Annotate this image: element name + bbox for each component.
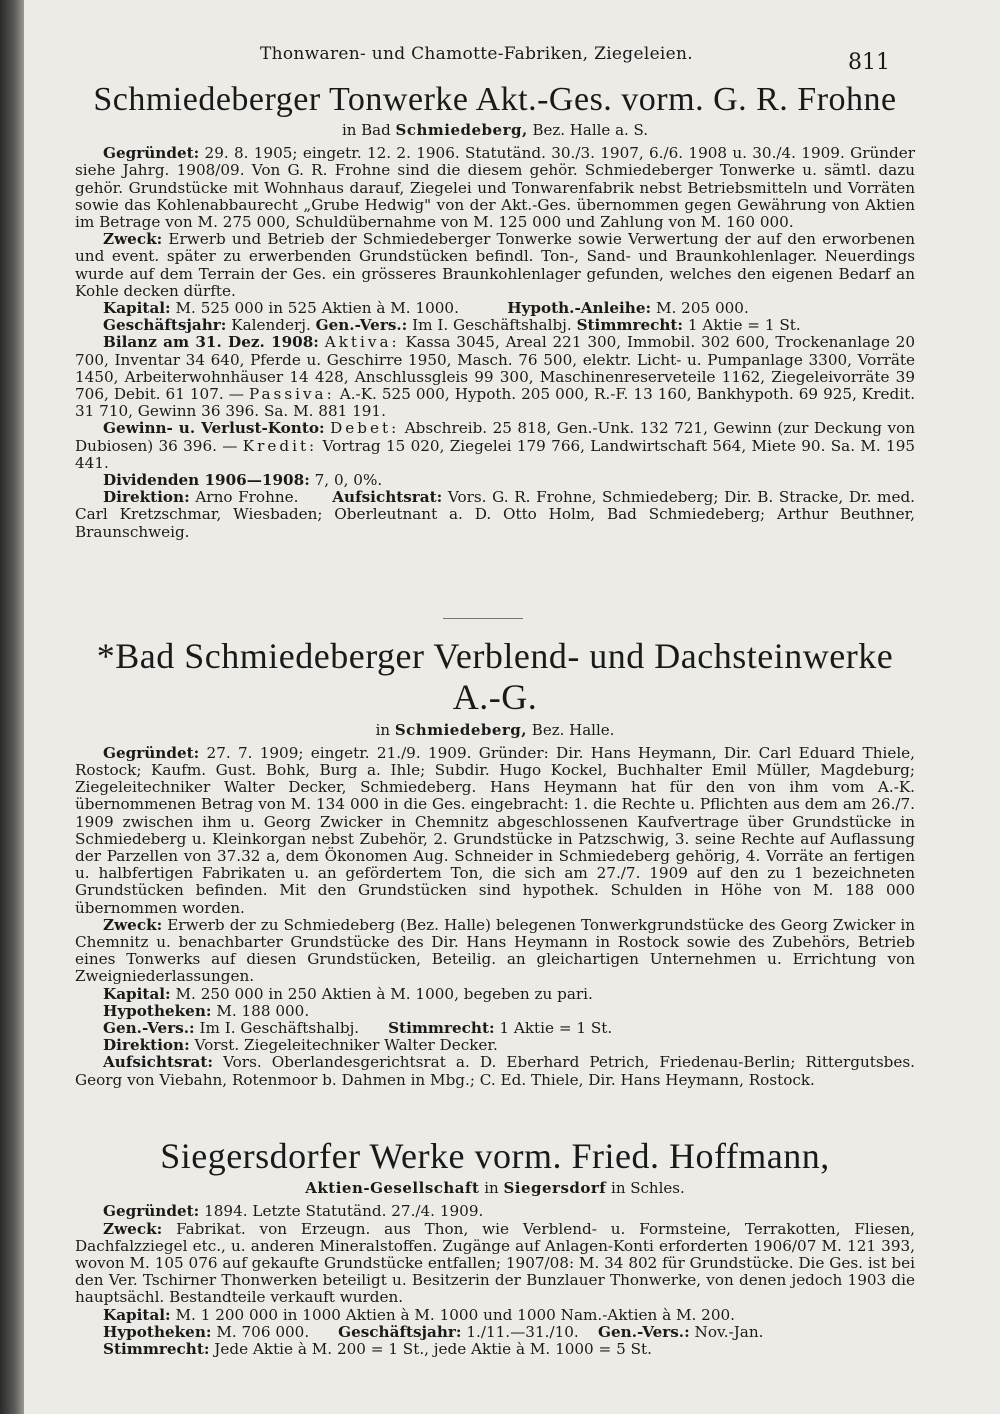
document-page (40, 0, 990, 1414)
company-entry-bad-schmiedeberger-verblend (75, 636, 915, 1089)
section-kapital (75, 986, 915, 1003)
text-hypoth-anleihe: M. 205 000. (655, 298, 749, 317)
section-hypotheken (75, 1324, 915, 1341)
section-divider (443, 618, 523, 619)
text-stimmrecht: 1 Aktie = 1 St. (499, 1019, 613, 1038)
label-gen-vers: Gen.-Vers.: (598, 1322, 690, 1341)
bilanz-passiva-text: A.-K. 525 000, Hypoth. 205 000, R.-F. 13 160, Bankhypoth. 69 925, Kredit. 31 710, Gewinn 36 396. Sa. M. 881 191. (75, 384, 916, 421)
guv-debet-text: Abschreib. 25 818, Gen.-Unk. 132 721, Gewinn (zur Deckung von Dubiosen) 36 396. — (75, 419, 916, 455)
label-gegruendet: Gegründet: (103, 743, 200, 762)
company-location (75, 121, 915, 139)
label-aufsichtsrat: Aufsichtsrat: (103, 1053, 213, 1072)
bilanz-aktiva-text: Kassa 3045, Areal 221 300, Immobil. 302 600, Trockenanlage 20 700, Inventar 34 640, Pferde u. Geschirre 1950, Masch. 76 500, elektr. Licht- u. Pumpanlage 3300, Vorräte 1450, Arbeiterwohnhäuser 14 428, Anschlussgleis 99 300, Maschinenreserveteile 1162, Ziegeleivorräte 39 706, Debit. 61 107. — (75, 333, 915, 403)
label-bilanz: Bilanz am 31. Dez. 1908: (103, 333, 319, 352)
company-entry-siegersdorfer-werke (75, 1136, 915, 1358)
label-kapital: Kapital: (103, 1305, 171, 1324)
label-hypotheken: Hypotheken: (103, 1322, 212, 1341)
guv-kredit-text: Vortrag 15 020, Ziegelei 179 766, Landwirtschaft 564, Miete 90. Sa. M. 195 441. (75, 436, 916, 472)
label-aufsichtsrat: Aufsichtsrat: (332, 488, 443, 507)
label-hypoth-anleihe: Hypoth.-Anleihe: (507, 298, 652, 317)
label-direktion: Direktion: (103, 488, 190, 507)
text-gen-vers: Im I. Geschäftshalbj. (412, 316, 572, 335)
section-zweck (75, 917, 915, 986)
location-town: Schmiedeberg, (394, 720, 528, 739)
bilanz-aktiva-word: Aktiva: (324, 333, 400, 352)
location-prefix: in Bad (341, 121, 391, 140)
text-stimmrecht: Jede Aktie à M. 200 = 1 St., jede Aktie à M. 1000 = 5 St. (214, 1340, 652, 1359)
label-gegruendet: Gegründet: (103, 1202, 200, 1221)
section-direktion-aufsichtsrat (75, 489, 915, 541)
section-kapital (75, 300, 915, 317)
text-kapital: M. 250 000 in 250 Aktien à M. 1000, begeben zu pari. (175, 984, 593, 1003)
label-zweck: Zweck: (103, 1219, 163, 1238)
label-direktion: Direktion: (103, 1036, 190, 1055)
section-bilanz (75, 334, 915, 420)
text-zweck: Erwerb der zu Schmiedeberg (Bez. Halle) belegenen Tonwerkgrundstücke des Georg Zwicker in Chemnitz u. benachbarter Grundstücke des Dir. Hans Heymann in Rostock sowie des Zubehörs, Betrieb eines Tonwerks auf diesen Grundstücken, Beteilig. an gleichartigen Unternehmen u. Errichtung von Zweigniederlassungen. (75, 915, 916, 986)
label-hypotheken: Hypotheken: (103, 1001, 212, 1020)
text-kapital: M. 1 200 000 in 1000 Aktien à M. 1000 und 1000 Nam.-Aktien à M. 200. (175, 1305, 735, 1324)
guv-debet-word: Debet: (330, 419, 400, 438)
section-zweck (75, 231, 915, 300)
label-stimmrecht: Stimmrecht: (103, 1340, 210, 1359)
location-town: Siegersdorf (503, 1179, 607, 1198)
company-location (75, 1179, 915, 1197)
label-gegruendet: Gegründet: (103, 144, 200, 163)
text-direktion: Arno Frohne. (195, 488, 299, 507)
text-gen-vers: Im I. Geschäftshalbj. (199, 1019, 360, 1038)
company-entry-schmiedeberger-tonwerke (75, 80, 915, 541)
running-head: Thonwaren- und Chamotte-Fabriken, Ziegeleien. (260, 44, 693, 64)
text-gen-vers: Nov.-Jan. (694, 1322, 764, 1341)
guv-kredit-word: Kredit: (242, 436, 318, 455)
label-geschaeftsjahr: Geschäftsjahr: (103, 316, 227, 335)
section-kapital (75, 1307, 915, 1324)
label-gewinn-verlust: Gewinn- u. Verlust-Konto: (103, 419, 325, 438)
label-zweck: Zweck: (103, 915, 163, 934)
section-gewinn-verlust (75, 420, 915, 472)
section-gen-vers (75, 1020, 915, 1037)
text-geschaeftsjahr: Kalenderj. (231, 316, 311, 335)
text-direktion: Vorst. Ziegeleitechniker Walter Decker. (194, 1036, 498, 1055)
section-gegruendet (75, 145, 915, 231)
text-aufsichtsrat: Vors. Oberlandesgerichtsrat a. D. Eberhard Petrich, Friedenau-Berlin; Rittergutsbes. Georg von Viebahn, Rotenmoor b. Dahmen in Mbg.; C. Ed. Thiele, Dir. Hans Heymann, Rostock. (75, 1053, 916, 1089)
section-stimmrecht (75, 1341, 915, 1358)
text-geschaeftsjahr: 1./11.—31./10. (466, 1322, 579, 1341)
text-zweck: Fabrikat. von Erzeugn. aus Thon, wie Verblend- u. Formsteine, Terrakotten, Fliesen, Dachfalzziegel etc., u. anderen Mineralstoffen. Zugänge auf Anlagen-Konti erforderten 1906/07 M. 121 393, wovon M. 105 076 auf gekaufte Grundstücke entfallen; 1907/08: M. 34 802 für Grundstücke. Die Ges. ist bei den Ver. Tschirner Thonwerken beteiligt u. Besitzerin der Bunzlauer Thonwerke, von denen jedoch 1903 die hauptsächl. Bestandteile verkauft wurden. (75, 1219, 915, 1307)
section-aufsichtsrat (75, 1054, 915, 1088)
label-gen-vers: Gen.-Vers.: (315, 316, 408, 335)
text-gegruendet: 27. 7. 1909; eingetr. 21./9. 1909. Gründer: Dir. Hans Heymann, Dir. Carl Eduard Thiele, Rostock; Kaufm. Gust. Bohk, Burg a. Ihle; Subdir. Hugo Kockel, Buchhalter Emil Müller, Magdeburg; Ziegeleitechniker Walter Decker, Schmiedeberg. Hans Heymann hat für den von ihm vom A.-K. übernommenen Betrag von M. 134 000 in die Ges. eingebracht: 1. die Rechte u. Pflichten aus dem am 26./7. 1909 zwischen ihm u. Georg Zwicker in Chemnitz abgeschlossenen Kaufvertrage über Grundstücke in Schmiedeberg u. Kleinkorgan nebst Zubehör, 2. Grundstücke in Patzschwig, 3. seine Rechte auf Auflassung der Parzellen von 37.32 a, dem Ökonomen Aug. Schneider in Schmiedeberg gehörig, 4. Vorräte an fertigen u. halbfertigen Fabrikaten u. an gefördertem Ton, die sich am 27./7. 1909 auf den zu 1 bezeichneten Grundstücken befinden. Mit den Grundstücken sind hypothek. Schulden in Höhe von M. 188 000 übernommen worden. (75, 743, 915, 917)
text-gegruendet: 29. 8. 1905; eingetr. 12. 2. 1906. Statutänd. 30./3. 1907, 6./6. 1908 u. 30./4. 1909. Gründer siehe Jahrg. 1908/09. Von G. R. Frohne sind die diesem gehör. Schmiedeberger Tonwerke u. sämtl. dazu gehör. Grundstücke mit Wohnhaus darauf, Ziegelei und Tonwarenfabrik nebst Betriebsmitteln und Vorräten sowie das Kohlenabbaurecht „Grube Hedwig" von der Akt.-Ges. übernommen gegen Gewährung von Aktien im Betrage von M. 275 000, Schuldübernahme von M. 125 000 und Zahlung von M. 160 000. (75, 144, 915, 231)
text-zweck: Erwerb und Betrieb der Schmiedeberger Tonwerke sowie Verwertung der auf den erworbenen und event. später zu erwerbenden Grundstücken befindl. Ton-, Sand- und Braunkohlenlager. Neuerdings wurde auf dem Terrain der Ges. ein grösseres Braunkohlenlager gefunden, welches den eigenen Bedarf an Kohle decken dürfte. (75, 230, 915, 300)
text-hypotheken: M. 188 000. (216, 1001, 310, 1020)
label-kapital: Kapital: (103, 298, 171, 317)
section-hypotheken (75, 1003, 915, 1020)
text-kapital: M. 525 000 in 525 Aktien à M. 1000. (175, 298, 459, 317)
bilanz-passiva-word: Passiva: (248, 384, 335, 403)
label-dividenden: Dividenden 1906—1908: (103, 470, 310, 489)
label-gen-vers: Gen.-Vers.: (103, 1019, 195, 1038)
location-prefix: in (484, 1179, 499, 1198)
location-prefix: in (375, 720, 391, 739)
location-district: Bez. Halle a. S. (532, 121, 649, 140)
location-district: Bez. Halle. (531, 720, 615, 739)
location-town: Schmiedeberg, (395, 121, 528, 140)
company-title: *Bad Schmiedeberger Verblend- und Dachsteinwerke A.-G. (96, 636, 894, 718)
text-stimmrecht: 1 Aktie = 1 St. (687, 316, 801, 335)
company-title: Schmiedeberger Tonwerke Akt.-Ges. vorm. G. R. Frohne (93, 81, 897, 118)
text-aufsichtsrat: Vors. G. R. Frohne, Schmiedeberg; Dir. B. Stracke, Dr. med. Carl Kretzschmar, Wiesbaden; Oberleutnant a. D. Otto Holm, Bad Schmiedeberg; Arthur Beuthner, Braunschweig. (75, 488, 915, 541)
label-stimmrecht: Stimmrecht: (388, 1019, 495, 1038)
company-location (75, 721, 915, 739)
section-gegruendet (75, 745, 915, 917)
company-title: Siegersdorfer Werke vorm. Fried. Hoffmann, (160, 1136, 830, 1176)
company-form: Aktien-Gesellschaft (305, 1179, 480, 1198)
label-zweck: Zweck: (103, 230, 163, 249)
section-geschaeftsjahr (75, 317, 915, 334)
section-direktion (75, 1037, 915, 1054)
page-number: 811 (848, 50, 890, 75)
section-gegruendet (75, 1203, 915, 1220)
book-binding-edge (0, 0, 24, 1414)
section-dividenden (75, 472, 915, 489)
label-stimmrecht: Stimmrecht: (576, 316, 684, 335)
text-gegruendet: 1894. Letzte Statutänd. 27./4. 1909. (204, 1202, 484, 1221)
label-geschaeftsjahr: Geschäftsjahr: (338, 1322, 462, 1341)
location-district: in Schles. (611, 1179, 685, 1198)
text-hypotheken: M. 706 000. (216, 1322, 310, 1341)
label-kapital: Kapital: (103, 984, 171, 1003)
text-dividenden: 7, 0, 0%. (314, 470, 383, 489)
section-zweck (75, 1221, 915, 1307)
